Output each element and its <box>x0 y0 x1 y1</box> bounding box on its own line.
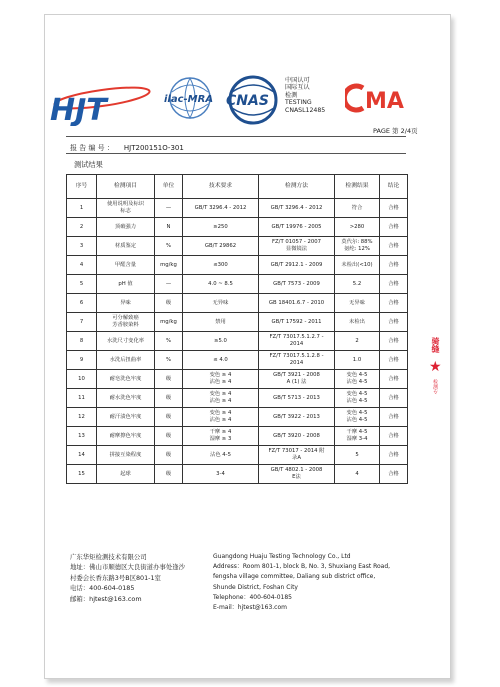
cell-result: 符合 <box>335 199 380 218</box>
cell-conclusion: 合格 <box>380 332 408 351</box>
cell-result: 变色 4-5 沾色 4-5 <box>335 389 380 408</box>
cell-result: 干摩 4-5 湿摩 3-4 <box>335 427 380 446</box>
cell-requirement: 变色 ≥ 4 沾色 ≥ 4 <box>183 408 259 427</box>
header-requirement: 技术要求 <box>183 175 259 199</box>
footer-email-en: E-mail：hjtest@163.com <box>213 604 287 612</box>
cnas-line: 检测 <box>285 91 298 99</box>
cell-unit: 级 <box>155 408 183 427</box>
cell-conclusion: 合格 <box>380 351 408 370</box>
footer-company-en: Guangdong Huaju Testing Technology Co., Ltd <box>213 553 351 560</box>
table-row <box>67 275 408 294</box>
cell-conclusion: 合格 <box>380 446 408 465</box>
cell-unit: 级 <box>155 465 183 484</box>
cell-item: 耐摩擦色牢度 <box>97 427 155 446</box>
footer-english <box>213 552 423 613</box>
table-row <box>67 199 408 218</box>
seam-stamp <box>428 337 444 403</box>
footer-address-en: Address：Room 801-1, block B, No. 3, Shuxiang East Road, fengsha village committee, Daliang sub district office, Shunde District, Foshan City <box>213 563 391 591</box>
cell-requirement: ≥5.0 <box>183 332 259 351</box>
cell-requirement: ≤300 <box>183 256 259 275</box>
ilac-mra-text: ilac-MRA <box>164 94 214 105</box>
cell-method: GB/T 2912.1 - 2009 <box>259 256 335 275</box>
table-row <box>67 446 408 465</box>
cell-unit: — <box>155 275 183 294</box>
cell-item: 耐汗渍色牢度 <box>97 408 155 427</box>
cell-method: FZ/T 73017 - 2014 附 录A <box>259 446 335 465</box>
page-number: PAGE 第 2/4页 <box>373 127 418 135</box>
table-row <box>67 370 408 389</box>
cell-item: 可分解致癌 芳香胺染料 <box>97 313 155 332</box>
report-number-label: 报 告 编 号 ： <box>70 144 114 152</box>
table-row <box>67 237 408 256</box>
cell-result: 未检出 <box>335 313 380 332</box>
cell-conclusion: 合格 <box>380 218 408 237</box>
cell-no: 2 <box>67 218 97 237</box>
cell-conclusion: 合格 <box>380 237 408 256</box>
cnas-line: 中国认可 <box>285 77 310 84</box>
cell-conclusion: 合格 <box>380 389 408 408</box>
cell-no: 4 <box>67 256 97 275</box>
table-row <box>67 408 408 427</box>
cell-method: GB/T 3922 - 2013 <box>259 408 335 427</box>
cell-conclusion: 合格 <box>380 370 408 389</box>
report-number-line <box>70 143 184 153</box>
footer-phone-en: Telephone：400-604-0185 <box>213 593 292 601</box>
cell-unit: % <box>155 351 183 370</box>
cell-result: 5 <box>335 446 380 465</box>
cell-unit: 级 <box>155 294 183 313</box>
cell-no: 1 <box>67 199 97 218</box>
cell-no: 8 <box>67 332 97 351</box>
cell-item: 顶破强力 <box>97 218 155 237</box>
cell-unit: N <box>155 218 183 237</box>
cell-no: 5 <box>67 275 97 294</box>
header-item: 检测项目 <box>97 175 155 199</box>
cell-item: 使用说明及标识 标志 <box>97 199 155 218</box>
table-row <box>67 218 408 237</box>
cell-unit: mg/kg <box>155 313 183 332</box>
cell-requirement: GB/T 29862 <box>183 237 259 256</box>
cell-conclusion: 合格 <box>380 275 408 294</box>
cell-method: GB/T 3920 - 2008 <box>259 427 335 446</box>
cell-requirement: 沾色 4-5 <box>183 446 259 465</box>
cell-item: 材质鉴定 <box>97 237 155 256</box>
cell-requirement: 变色 ≥ 4 沾色 ≥ 4 <box>183 389 259 408</box>
cell-conclusion: 合格 <box>380 408 408 427</box>
cma-logo-text: MA <box>365 89 404 114</box>
cell-result: 莫代尔: 88% 氨纶: 12% <box>335 237 380 256</box>
star-icon: ★ <box>429 359 442 375</box>
cell-method: GB/T 7573 - 2009 <box>259 275 335 294</box>
cell-conclusion: 合格 <box>380 427 408 446</box>
cell-unit: — <box>155 199 183 218</box>
table-row <box>67 427 408 446</box>
cell-conclusion: 合格 <box>380 256 408 275</box>
cell-result: 无异味 <box>335 294 380 313</box>
cell-method: GB/T 3921 - 2008 A (1) 法 <box>259 370 335 389</box>
table-row <box>67 294 408 313</box>
cell-no: 7 <box>67 313 97 332</box>
footer-phone-cn: 电话：400-604-0185 <box>70 584 135 593</box>
footer-company-cn: 广东华矩检测技术有限公司 <box>70 553 147 561</box>
cell-result: 4 <box>335 465 380 484</box>
cell-conclusion: 合格 <box>380 199 408 218</box>
cell-no: 15 <box>67 465 97 484</box>
cell-method: GB 18401.6.7 - 2010 <box>259 294 335 313</box>
cell-result: 变色 4-5 沾色 4-5 <box>335 408 380 427</box>
cell-item: pH 值 <box>97 275 155 294</box>
cell-requirement: 无异味 <box>183 294 259 313</box>
cell-requirement: 4.0 ~ 8.5 <box>183 275 259 294</box>
cell-requirement: 干摩 ≥ 4 湿摩 ≥ 3 <box>183 427 259 446</box>
cell-no: 11 <box>67 389 97 408</box>
cell-item: 水洗尺寸变化率 <box>97 332 155 351</box>
cell-result: 5.2 <box>335 275 380 294</box>
header-divider <box>66 136 406 137</box>
results-table <box>66 174 408 484</box>
stamp-text-top: 骑缝 <box>431 337 440 353</box>
cell-method: GB/T 19976 - 2005 <box>259 218 335 237</box>
table-row <box>67 351 408 370</box>
cell-item: 起球 <box>97 465 155 484</box>
cell-no: 6 <box>67 294 97 313</box>
table-row <box>67 389 408 408</box>
cell-unit: 级 <box>155 370 183 389</box>
ilac-mra-logo <box>160 72 220 128</box>
cell-conclusion: 合格 <box>380 465 408 484</box>
cell-method: GB/T 3296.4 - 2012 <box>259 199 335 218</box>
cell-requirement: 禁用 <box>183 313 259 332</box>
cell-unit: 级 <box>155 446 183 465</box>
header-conclusion: 结论 <box>380 175 408 199</box>
table-row <box>67 465 408 484</box>
cell-no: 9 <box>67 351 97 370</box>
cell-method: GB/T 5713 - 2013 <box>259 389 335 408</box>
cell-method: GB/T 17592 - 2011 <box>259 313 335 332</box>
cell-no: 14 <box>67 446 97 465</box>
header-method: 检测方法 <box>259 175 335 199</box>
cnas-logo <box>222 74 284 126</box>
cnas-accreditation-text <box>285 77 325 114</box>
cell-item: 水洗后扭曲率 <box>97 351 155 370</box>
report-number-value: HJT200151O-301 <box>123 144 184 152</box>
cell-no: 12 <box>67 408 97 427</box>
footer-email-cn: 邮箱：hjtest@163.com <box>70 594 142 603</box>
stamp-text-bottom: 检测专 <box>432 379 438 394</box>
footer-chinese <box>70 552 220 604</box>
cell-conclusion: 合格 <box>380 294 408 313</box>
report-number-divider <box>66 153 406 154</box>
cell-unit: 级 <box>155 389 183 408</box>
cell-conclusion: 合格 <box>380 313 408 332</box>
cell-item: 耐水洗色牢度 <box>97 389 155 408</box>
cnas-line: TESTING <box>285 99 312 107</box>
cell-requirement: 变色 ≥ 4 沾色 ≥ 4 <box>183 370 259 389</box>
cell-requirement: ≤ 4.0 <box>183 351 259 370</box>
cnas-logo-text: CNAS <box>226 93 269 109</box>
cell-no: 13 <box>67 427 97 446</box>
cell-requirement: GB/T 3296.4 - 2012 <box>183 199 259 218</box>
cell-result: 1.0 <box>335 351 380 370</box>
header-no: 序号 <box>67 175 97 199</box>
cell-requirement: ≥250 <box>183 218 259 237</box>
header-result: 检测结果 <box>335 175 380 199</box>
cell-unit: 级 <box>155 427 183 446</box>
cnas-line: 国际互认 <box>285 84 310 92</box>
cell-unit: mg/kg <box>155 256 183 275</box>
cell-unit: % <box>155 332 183 351</box>
cell-item: 耐皂洗色牢度 <box>97 370 155 389</box>
footer-address-cn: 地址：佛山市顺德区大良街道办事处逢沙 村委会长香东路3号B区801-1室 <box>70 563 186 582</box>
section-title: 测试结果 <box>74 160 103 169</box>
header-unit: 单位 <box>155 175 183 199</box>
cell-result: 2 <box>335 332 380 351</box>
cnas-line: CNASL12485 <box>285 106 326 114</box>
cma-logo <box>345 82 405 114</box>
cell-method: FZ/T 01057 - 2007 显微镜法 <box>259 237 335 256</box>
cell-result: >280 <box>335 218 380 237</box>
cell-result: 未检出(<10) <box>335 256 380 275</box>
table-header-row <box>67 175 408 199</box>
table-row <box>67 313 408 332</box>
cell-item: 拼接互染程度 <box>97 446 155 465</box>
hjt-logo-text: HJT <box>50 93 107 126</box>
table-row <box>67 332 408 351</box>
cell-requirement: 3-4 <box>183 465 259 484</box>
cell-result: 变色 4-5 沾色 4-5 <box>335 370 380 389</box>
cell-method: FZ/T 73017.5.1.2.8 - 2014 <box>259 351 335 370</box>
cell-no: 10 <box>67 370 97 389</box>
hjt-logo <box>42 84 152 126</box>
cell-item: 异味 <box>97 294 155 313</box>
cell-item: 甲醛含量 <box>97 256 155 275</box>
cell-method: FZ/T 73017.5.1.2.7 - 2014 <box>259 332 335 351</box>
cell-no: 3 <box>67 237 97 256</box>
cell-method: GB/T 4802.1 - 2008 E法 <box>259 465 335 484</box>
cell-unit: % <box>155 237 183 256</box>
table-row <box>67 256 408 275</box>
